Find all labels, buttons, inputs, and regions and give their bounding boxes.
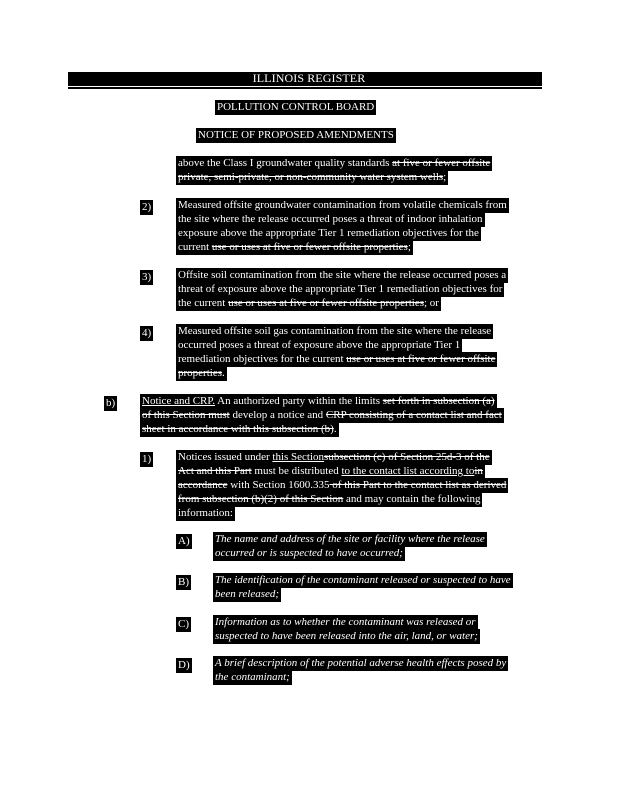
item-2-line-3: exposure above the appropriate Tier 1 remediation objectives for the — [178, 227, 479, 239]
subitem-c-marker: C) — [178, 618, 189, 630]
item-4-line-3: remediation objectives for the current use or uses at five or fewer offsite — [178, 353, 496, 365]
subitem-a-line-2: occurred or is suspected to have occurred; — [215, 547, 403, 559]
item-1-line-2: Act and this Part must be distributed to the contact list according toin — [178, 465, 483, 477]
notice-title: NOTICE OF PROPOSED AMENDMENTS — [198, 129, 394, 141]
item-b-line-3: sheet in accordance with this subsection (b). — [142, 423, 337, 435]
subitem-b-line-1: The identification of the contaminant released or suspected to have — [215, 574, 511, 586]
subitem-a-line-1: The name and address of the site or facility where the release — [215, 533, 485, 545]
item-1-marker: 1) — [142, 453, 152, 465]
item-b-marker: b) — [106, 397, 116, 409]
header-rule — [68, 87, 542, 89]
item-2-line-2: the site where the release occurred poses a threat of indoor inhalation — [178, 213, 483, 225]
cont-line-1: above the Class I groundwater quality standards at five or fewer offsite — [178, 157, 491, 169]
board-title: POLLUTION CONTROL BOARD — [217, 101, 375, 113]
item-2-marker: 2) — [142, 201, 152, 213]
subitem-d-line-1: A brief description of the potential adverse health effects posed by — [215, 657, 507, 669]
cont-line-2: private, semi-private, or non-community water system wells; — [178, 171, 447, 183]
register-title: ILLINOIS REGISTER — [252, 71, 366, 85]
subitem-c-line-1: Information as to whether the contaminant was released or — [215, 616, 476, 628]
item-4-line-1: Measured offsite soil gas contamination from the site where the release — [178, 325, 492, 337]
item-1-line-3: accordance with Section 1600.335 of this Part to the contact list as derived — [178, 479, 507, 491]
subitem-b-line-2: been released; — [215, 588, 280, 600]
item-1-line-4: from subsection (b)(2) of this Section and may contain the following — [178, 493, 481, 505]
subitem-c-line-2: suspected to have been released into the air, land, or water; — [215, 630, 478, 642]
item-3-marker: 3) — [142, 271, 152, 283]
item-4-marker: 4) — [142, 327, 152, 339]
item-3-line-3: the current use or uses at five or fewer offsite properties; or — [178, 297, 439, 309]
item-1-line-1: Notices issued under this Sectionsubsection (c) of Section 25d-3 of the — [178, 451, 490, 463]
item-2-line-4: current use or uses at five or fewer offsite properties; — [178, 241, 411, 253]
subitem-d-marker: D) — [178, 659, 190, 671]
item-b-line-2: of this Section must develop a notice and CRP consisting of a contact list and fact — [142, 409, 502, 421]
item-b-line-1: Notice and CRP. An authorized party within the limits set forth in subsection (a) — [142, 395, 495, 407]
subitem-b-marker: B) — [178, 576, 189, 588]
item-3-line-1: Offsite soil contamination from the site where the release occurred poses a — [178, 269, 507, 281]
item-1-line-5: information: — [178, 507, 233, 519]
item-4-line-2: occurred poses a threat of exposure above the appropriate Tier 1 — [178, 339, 461, 351]
item-4-line-4: properties. — [178, 367, 225, 379]
subitem-d-line-2: the contaminant; — [215, 671, 290, 683]
item-2-line-1: Measured offsite groundwater contamination from volatile chemicals from — [178, 199, 507, 211]
item-3-line-2: threat of exposure above the appropriate Tier 1 remediation objectives for — [178, 283, 503, 295]
subitem-a-marker: A) — [178, 535, 190, 547]
